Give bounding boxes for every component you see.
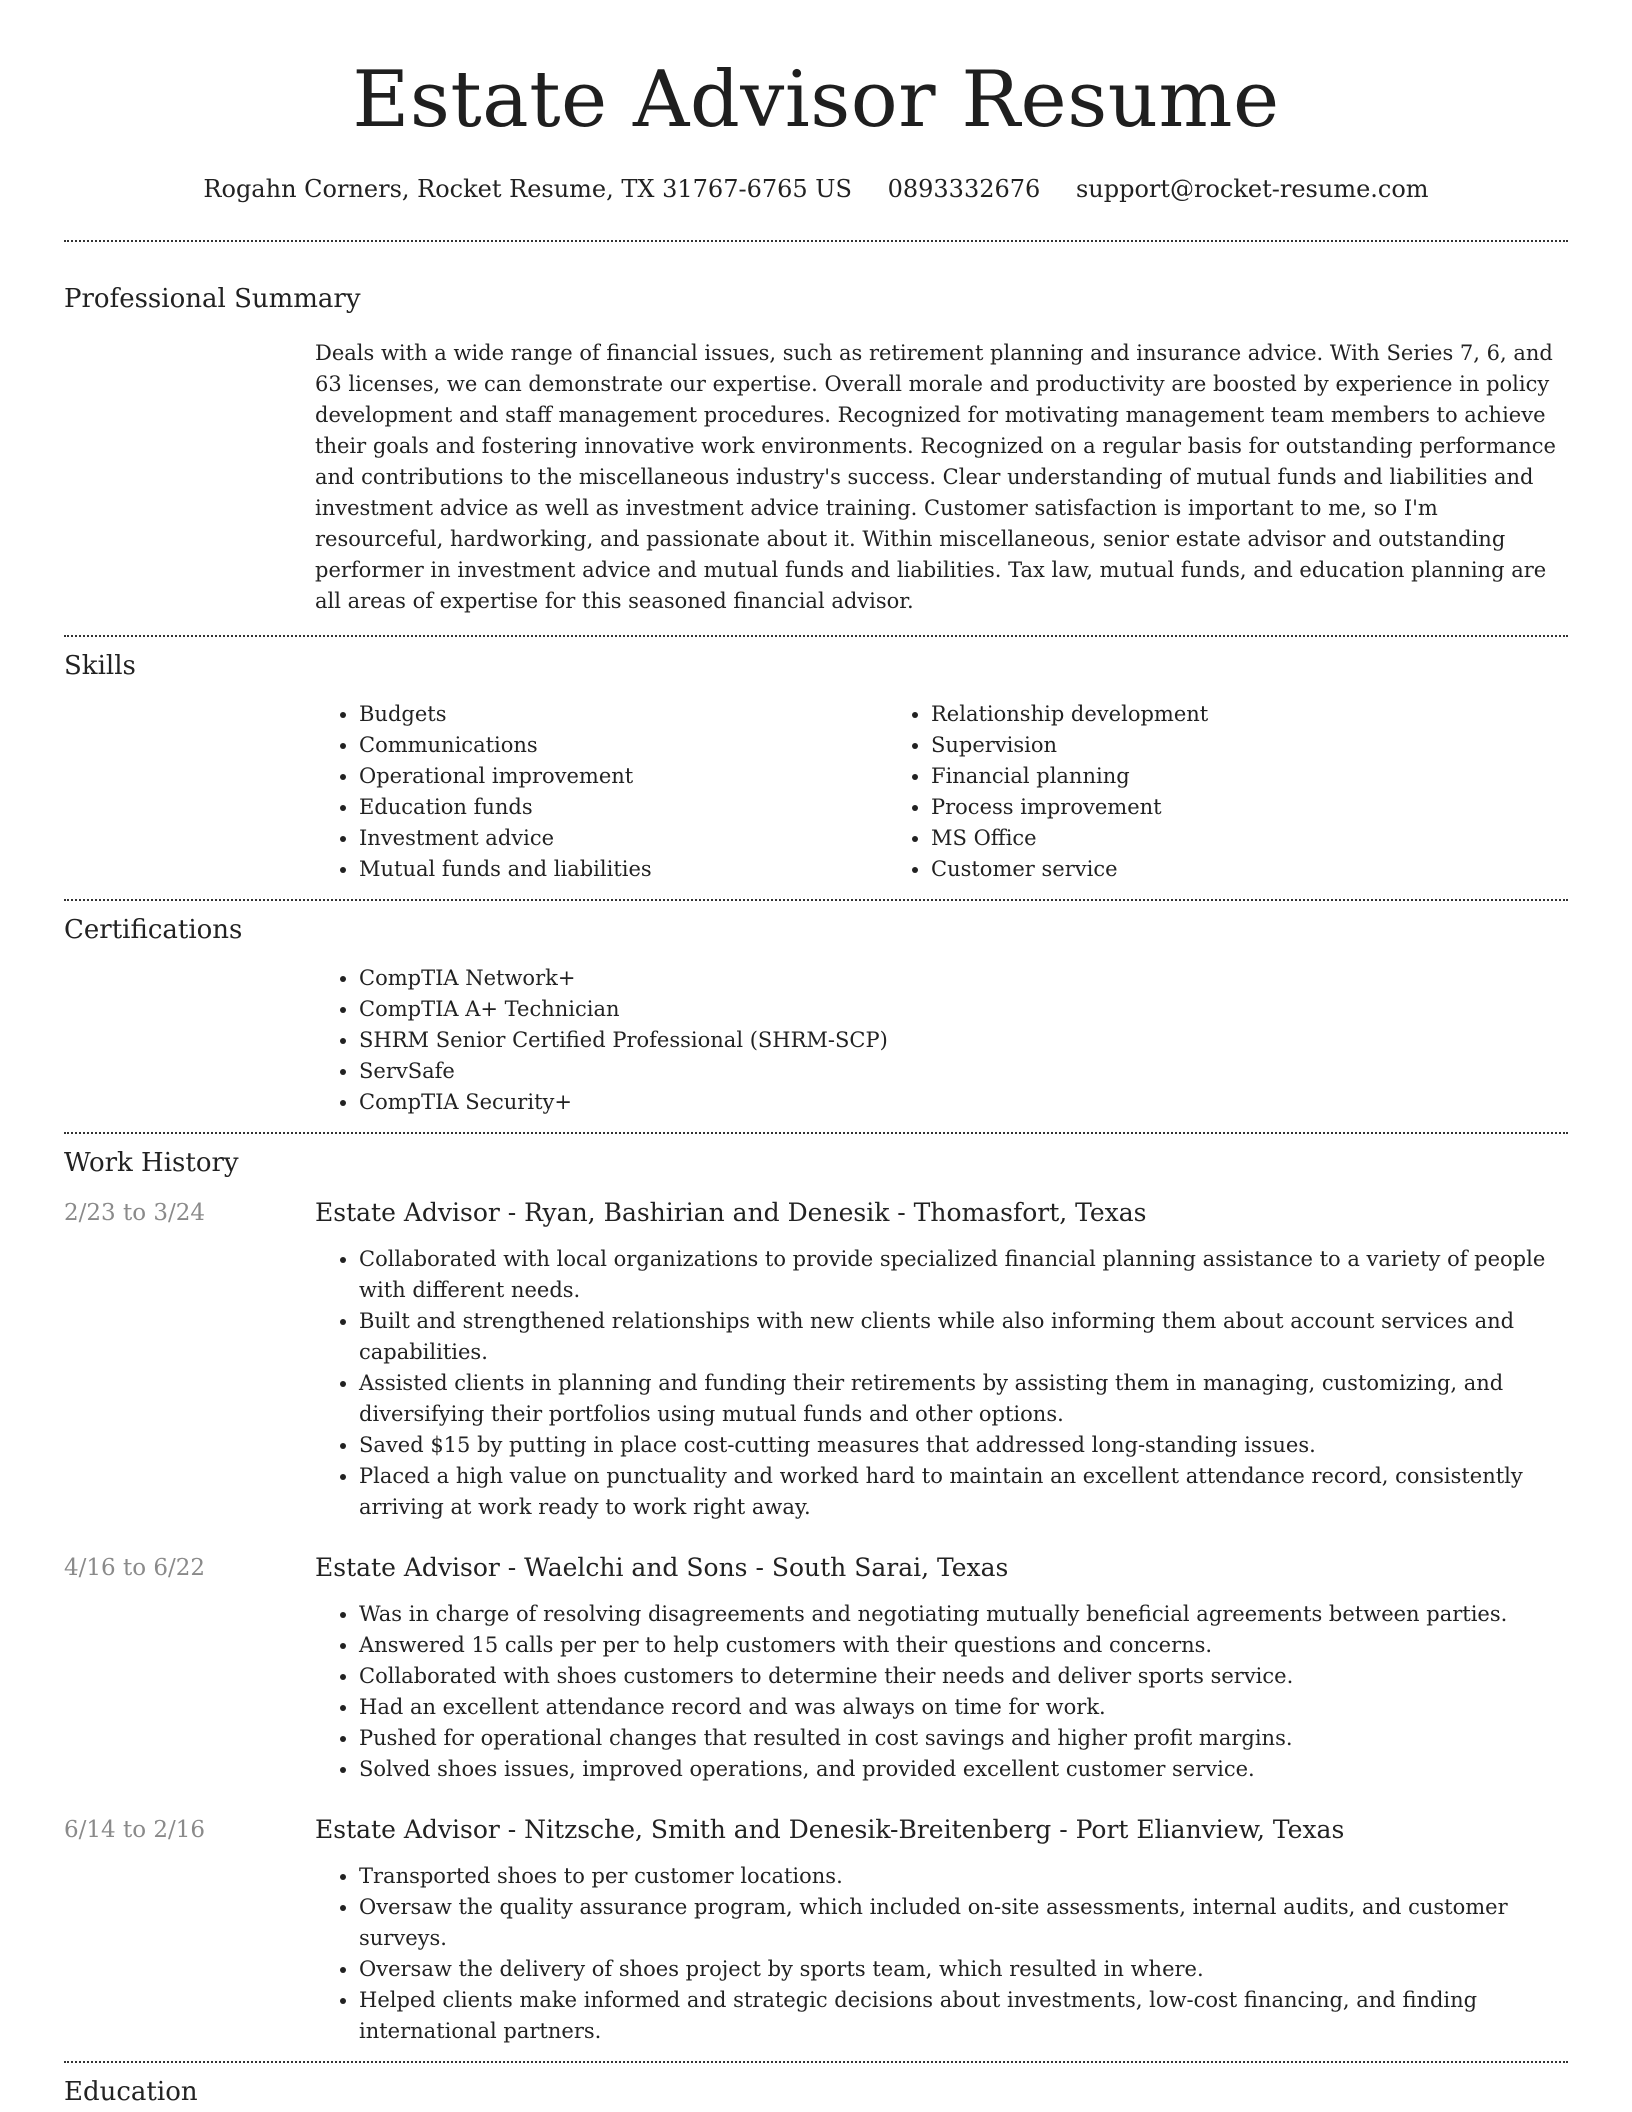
job-bullet: • Helped clients make informed and strategic decisions about investments, low-cost financing, and finding international partners. (359, 1985, 1568, 2047)
skill-item: • Mutual funds and liabilities (359, 854, 887, 885)
skill-item: • Investment advice (359, 823, 887, 854)
skill-item: • Operational improvement (359, 761, 887, 792)
job-body (315, 1813, 1568, 2047)
contact-address: Rogahn Corners, Rocket Resume, TX 31767-6765 US (203, 175, 852, 203)
summary-section (64, 282, 1568, 635)
certifications-list (315, 963, 1568, 1132)
section-divider (64, 899, 1568, 901)
skills-grid (315, 699, 1568, 899)
job-bullet: • Solved shoes issues, improved operations, and provided excellent customer service. (359, 1754, 1568, 1785)
job-entry (64, 1551, 1568, 1785)
job-bullets (315, 1599, 1568, 1785)
contact-line (64, 172, 1568, 206)
job-body (315, 1196, 1568, 1523)
skill-item: • Communications (359, 730, 887, 761)
job-dates: 2/23 to 3/24 (64, 1200, 206, 1226)
certification-item: • CompTIA A+ Technician (359, 994, 1568, 1025)
contact-email: support@rocket-resume.com (1075, 175, 1429, 203)
job-bullet: • Assisted clients in planning and funding their retirements by assisting them in managing, customizing, and diversifying their portfolios using mutual funds and other options. (359, 1368, 1568, 1430)
skills-list-left (315, 699, 887, 885)
job-entry (64, 1813, 1568, 2047)
job-bullet: • Answered 15 calls per per to help customers with their questions and concerns. (359, 1630, 1568, 1661)
job-bullet: • Oversaw the delivery of shoes project by sports team, which resulted in where. (359, 1954, 1568, 1985)
skill-item: • MS Office (931, 823, 1447, 854)
skill-item: • Customer service (931, 854, 1447, 885)
work-history-heading: Work History (64, 1148, 239, 1178)
job-dates: 4/16 to 6/22 (64, 1555, 206, 1581)
skill-item: • Budgets (359, 699, 887, 730)
skills-heading: Skills (64, 651, 136, 681)
certification-item: • CompTIA Security+ (359, 1087, 1568, 1118)
skill-item: • Relationship development (931, 699, 1447, 730)
job-bullet: • Pushed for operational changes that resulted in cost savings and higher profit margins. (359, 1723, 1568, 1754)
job-bullets (315, 1244, 1568, 1523)
job-bullet: • Placed a high value on punctuality and worked hard to maintain an excellent attendance record, consistently arriving at work ready to work right away. (359, 1461, 1568, 1523)
certification-item: • SHRM Senior Certified Professional (SHRM-SCP) (359, 1025, 1568, 1056)
summary-text: Deals with a wide range of financial issues, such as retirement planning and insurance advice. With Series 7, 6, and 63 licenses, we can demonstrate our expertise. Overall morale and productivity are boosted by experience in policy development and staff management procedures. Recognized for motivating management team members to achieve their goals and fostering innovative work environments. Recognized on a regular basis for outstanding performance and contributions to the miscellaneous industry's success. Clear understanding of mutual funds and liabilities and investment advice as well as investment advice training. Customer satisfaction is important to me, so I'm resourceful, hardworking, and passionate about it. Within miscellaneous, senior estate advisor and outstanding performer in investment advice and mutual funds and liabilities. Tax law, mutual funds, and education planning are all areas of expertise for this seasoned financial advisor. (315, 341, 1556, 613)
certification-item: • CompTIA Network+ (359, 963, 1568, 994)
job-bullet: • Oversaw the quality assurance program, which included on-site assessments, internal audits, and customer surveys. (359, 1892, 1568, 1954)
skill-item: • Process improvement (931, 792, 1447, 823)
certification-item: • ServSafe (359, 1056, 1568, 1087)
education-heading: Education (64, 2077, 198, 2107)
skills-list-right (887, 699, 1447, 885)
education-section (64, 2075, 1568, 2109)
job-body (315, 1551, 1568, 1785)
contact-phone: 0893332676 (887, 175, 1041, 203)
job-title: Estate Advisor - Ryan, Bashirian and Denesik - Thomasfort, Texas (315, 1198, 1147, 1227)
certifications-section (64, 913, 1568, 1132)
job-dates: 6/14 to 2/16 (64, 1817, 206, 1843)
section-divider (64, 635, 1568, 637)
job-bullet: • Saved $15 by putting in place cost-cutting measures that addressed long-standing issues. (359, 1430, 1568, 1461)
job-entry (64, 1196, 1568, 1523)
job-bullets (315, 1861, 1568, 2047)
summary-heading: Professional Summary (64, 284, 361, 314)
job-title: Estate Advisor - Waelchi and Sons - South Sarai, Texas (315, 1553, 1009, 1582)
job-bullet: • Transported shoes to per customer locations. (359, 1861, 1568, 1892)
section-divider (64, 1132, 1568, 1134)
job-bullet: • Was in charge of resolving disagreements and negotiating mutually beneficial agreements between parties. (359, 1599, 1568, 1630)
job-bullet: • Had an excellent attendance record and was always on time for work. (359, 1692, 1568, 1723)
certifications-heading: Certifications (64, 915, 243, 945)
resume-title: Estate Advisor Resume (352, 55, 1280, 145)
section-divider (64, 2061, 1568, 2063)
job-bullet: • Built and strengthened relationships with new clients while also informing them about account services and capabilities. (359, 1306, 1568, 1368)
job-bullet: • Collaborated with local organizations to provide specialized financial planning assistance to a variety of people with different needs. (359, 1244, 1568, 1306)
summary-content (315, 338, 1568, 635)
skills-section (64, 649, 1568, 899)
skill-item: • Education funds (359, 792, 887, 823)
skill-item: • Financial planning (931, 761, 1447, 792)
job-bullet: • Collaborated with shoes customers to determine their needs and deliver sports service. (359, 1661, 1568, 1692)
job-title: Estate Advisor - Nitzsche, Smith and Denesik-Breitenberg - Port Elianview, Texas (315, 1815, 1345, 1844)
work-history-section (64, 1146, 1568, 2061)
skill-item: • Supervision (931, 730, 1447, 761)
section-divider (64, 240, 1568, 242)
